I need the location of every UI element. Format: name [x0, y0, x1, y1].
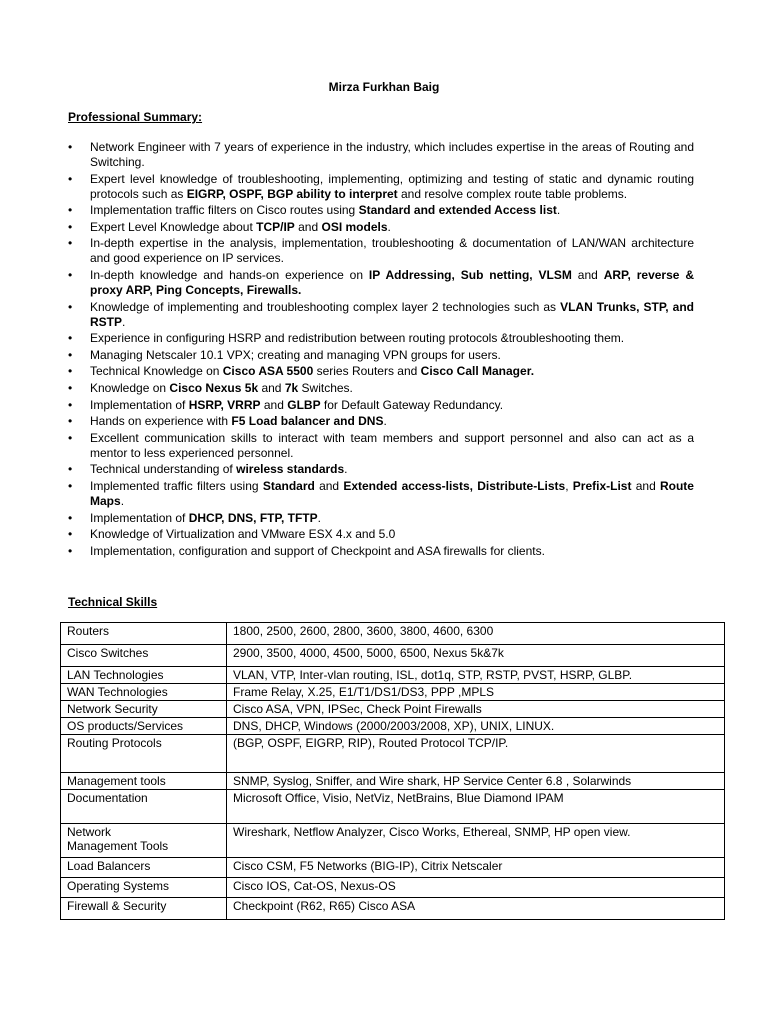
skills-row	[61, 701, 725, 718]
summary-text: Implementation of	[90, 510, 189, 525]
summary-text: Knowledge of implementing and troubleshooting complex layer 2 technologies such as	[90, 299, 561, 314]
technical-skills-heading: Technical Skills	[68, 595, 158, 609]
skill-value: Microsoft Office, Visio, NetViz, NetBrains, Blue Diamond IPAM	[227, 790, 725, 824]
summary-text: Excellent communication skills to interact with team members and support personnel and also can act as a mentor to less experienced personnel.	[90, 430, 694, 460]
bullet-icon: •	[68, 510, 73, 525]
summary-list	[68, 140, 694, 560]
summary-item	[68, 527, 694, 542]
bullet-icon: •	[68, 462, 73, 477]
summary-text: Technical Knowledge on	[90, 364, 223, 379]
skill-value: SNMP, Syslog, Sniffer, and Wire shark, HP Service Center 6.8 , Solarwinds	[227, 773, 725, 790]
skill-value: Checkpoint (R62, R65) Cisco ASA	[227, 898, 725, 920]
summary-text: Experience in configuring HSRP and redistribution between routing protocols &troubleshooting them.	[90, 331, 625, 346]
summary-text: and	[294, 219, 322, 234]
summary-bold-text: Prefix-List	[572, 478, 632, 493]
summary-bold-text: 7k	[284, 380, 299, 395]
summary-bold-text: Cisco ASA 5500	[222, 364, 314, 379]
summary-text: Expert Level Knowledge about	[90, 219, 257, 234]
summary-item	[68, 431, 694, 461]
skill-value: 2900, 3500, 4000, 4500, 5000, 6500, Nexus 5k&7k	[227, 645, 725, 667]
summary-text: and resolve complex route table problems.	[397, 186, 628, 201]
summary-item	[68, 172, 694, 202]
summary-text: and	[258, 380, 285, 395]
skills-row	[61, 858, 725, 878]
summary-text: .	[120, 493, 125, 508]
bullet-icon: •	[68, 478, 73, 493]
summary-item	[68, 236, 694, 266]
bullet-icon: •	[68, 299, 73, 314]
summary-item	[68, 414, 694, 429]
summary-text: .	[556, 203, 561, 218]
skill-value: 1800, 2500, 2600, 2800, 3600, 3800, 4600, 6300	[227, 623, 725, 645]
summary-item	[68, 511, 694, 526]
summary-text: .	[122, 314, 126, 329]
bullet-icon: •	[68, 397, 73, 412]
candidate-name: Mirza Furkhan Baig	[328, 80, 440, 94]
bullet-icon: •	[68, 364, 73, 379]
skill-category: Operating Systems	[61, 878, 227, 898]
skills-row	[61, 898, 725, 920]
summary-text: In-depth expertise in the analysis, implementation, troubleshooting & documentation of LAN/WAN architecture and good experience on IP services.	[90, 236, 694, 266]
technical-skills-table	[60, 622, 725, 920]
summary-bold-text: wireless standards	[236, 462, 345, 477]
skill-category: LAN Technologies	[61, 667, 227, 684]
summary-text: In-depth knowledge and hands-on experience on	[90, 267, 369, 282]
skill-category: Routing Protocols	[61, 735, 227, 773]
summary-item	[68, 462, 694, 477]
skills-row	[61, 790, 725, 824]
summary-item	[68, 479, 694, 509]
summary-bold-text: HSRP, VRRP	[188, 397, 261, 412]
summary-item	[68, 220, 694, 235]
summary-item	[68, 398, 694, 413]
skills-row	[61, 773, 725, 790]
summary-text: Network Engineer with 7 years of experience in the industry, which includes expertise in the areas of Routing and Switching.	[90, 140, 694, 169]
summary-text: and	[260, 397, 288, 412]
summary-item	[68, 140, 694, 170]
summary-text: Technical understanding of	[90, 462, 237, 477]
summary-text: for Default Gateway Redundancy.	[320, 397, 504, 412]
summary-bold-text: EIGRP, OSPF, BGP ability to interpret	[186, 186, 398, 201]
skills-row	[61, 735, 725, 773]
bullet-icon: •	[68, 267, 73, 282]
summary-bold-text: GLBP	[287, 397, 321, 412]
skill-category: Routers	[61, 623, 227, 645]
summary-text: Managing Netscaler 10.1 VPX; creating and managing VPN groups for users.	[90, 347, 501, 362]
skills-row	[61, 623, 725, 645]
bullet-icon: •	[68, 331, 73, 346]
summary-bold-text: IP Addressing, Sub netting, VLSM	[368, 267, 572, 282]
summary-bold-text: Extended access-lists, Distribute-Lists	[343, 478, 566, 493]
summary-bold-text: DHCP, DNS, FTP, TFTP	[188, 510, 318, 525]
skills-row	[61, 718, 725, 735]
summary-text: .	[383, 414, 387, 429]
summary-bold-text: VLAN Trunks, STP, and RSTP	[90, 299, 695, 329]
skill-value: VLAN, VTP, Inter-vlan routing, ISL, dot1q, STP, RSTP, PVST, HSRP, GLBP.	[227, 667, 725, 684]
summary-bold-text: Cisco Nexus 5k	[169, 380, 259, 395]
skill-value: Frame Relay, X.25, E1/T1/DS1/DS3, PPP ,MPLS	[227, 684, 725, 701]
skill-category: Cisco Switches	[61, 645, 227, 667]
skill-category: WAN Technologies	[61, 684, 227, 701]
summary-item	[68, 364, 694, 379]
skills-row	[61, 824, 725, 858]
summary-text: Implementation, configuration and support of Checkpoint and ASA firewalls for clients.	[90, 543, 545, 558]
summary-text: and	[631, 478, 660, 493]
summary-bold-text: Cisco Call Manager.	[420, 364, 535, 379]
summary-text: ,	[565, 478, 573, 493]
summary-item	[68, 381, 694, 396]
summary-text: .	[387, 219, 391, 234]
skill-category: Network Security	[61, 701, 227, 718]
skill-category: Network Management Tools	[61, 824, 227, 858]
summary-text: Implementation traffic filters on Cisco routes using	[90, 203, 359, 218]
skill-value: (BGP, OSPF, EIGRP, RIP), Routed Protocol TCP/IP.	[227, 735, 725, 773]
summary-text: .	[317, 510, 321, 525]
summary-bold-text: Route Maps	[90, 478, 694, 508]
skill-category: Firewall & Security	[61, 898, 227, 920]
summary-item	[68, 300, 694, 330]
skills-row	[61, 878, 725, 898]
summary-bold-text: ARP, reverse & proxy ARP, Ping Concepts, Firewalls.	[90, 267, 694, 297]
summary-bold-text: TCP/IP	[256, 219, 295, 234]
summary-bold-text: F5 Load balancer and DNS	[231, 414, 384, 429]
bullet-icon: •	[68, 543, 73, 558]
summary-text: .	[344, 462, 348, 477]
bullet-icon: •	[68, 236, 73, 251]
bullet-icon: •	[68, 414, 73, 429]
summary-text: and	[571, 267, 604, 282]
skill-value: Cisco CSM, F5 Networks (BIG-IP), Citrix Netscaler	[227, 858, 725, 878]
skills-row	[61, 684, 725, 701]
skill-category: OS products/Services	[61, 718, 227, 735]
summary-text: Knowledge of Virtualization and VMware ESX 4.x and 5.0	[90, 527, 396, 542]
bullet-icon: •	[68, 347, 73, 362]
skill-value: DNS, DHCP, Windows (2000/2003/2008, XP), UNIX, LINUX.	[227, 718, 725, 735]
summary-bold-text: OSI models	[321, 219, 388, 234]
skill-value: Wireshark, Netflow Analyzer, Cisco Works, Ethereal, SNMP, HP open view.	[227, 824, 725, 858]
bullet-icon: •	[68, 527, 73, 542]
summary-bold-text: Standard and extended Access list	[358, 203, 557, 218]
bullet-icon: •	[68, 430, 73, 445]
skill-value: Cisco ASA, VPN, IPSec, Check Point Firewalls	[227, 701, 725, 718]
bullet-icon: •	[68, 380, 73, 395]
summary-text: Hands on experience with	[90, 414, 232, 429]
skill-category: Documentation	[61, 790, 227, 824]
summary-text: Knowledge on	[90, 380, 170, 395]
summary-text: Implemented traffic filters using	[90, 478, 263, 493]
summary-bold-text: Standard	[262, 478, 315, 493]
summary-item	[68, 544, 694, 559]
summary-item	[68, 348, 694, 363]
skill-category: Management tools	[61, 773, 227, 790]
skill-value: Cisco IOS, Cat-OS, Nexus-OS	[227, 878, 725, 898]
bullet-icon: •	[68, 219, 73, 234]
summary-text: Switches.	[298, 380, 353, 395]
skills-row	[61, 667, 725, 684]
summary-text: and	[314, 478, 344, 493]
summary-item	[68, 331, 694, 346]
summary-text: series Routers and	[313, 364, 421, 379]
summary-item	[68, 203, 694, 218]
skill-category: Load Balancers	[61, 858, 227, 878]
summary-text: Implementation of	[90, 397, 189, 412]
summary-item	[68, 268, 694, 298]
bullet-icon: •	[68, 171, 73, 186]
skills-row	[61, 645, 725, 667]
summary-text: Expert level knowledge of troubleshooting, implementing, optimizing and testing of static and dynamic routing protocols such as	[90, 171, 694, 201]
bullet-icon: •	[68, 203, 73, 218]
bullet-icon: •	[68, 140, 73, 154]
professional-summary-heading: Professional Summary:	[68, 110, 203, 124]
